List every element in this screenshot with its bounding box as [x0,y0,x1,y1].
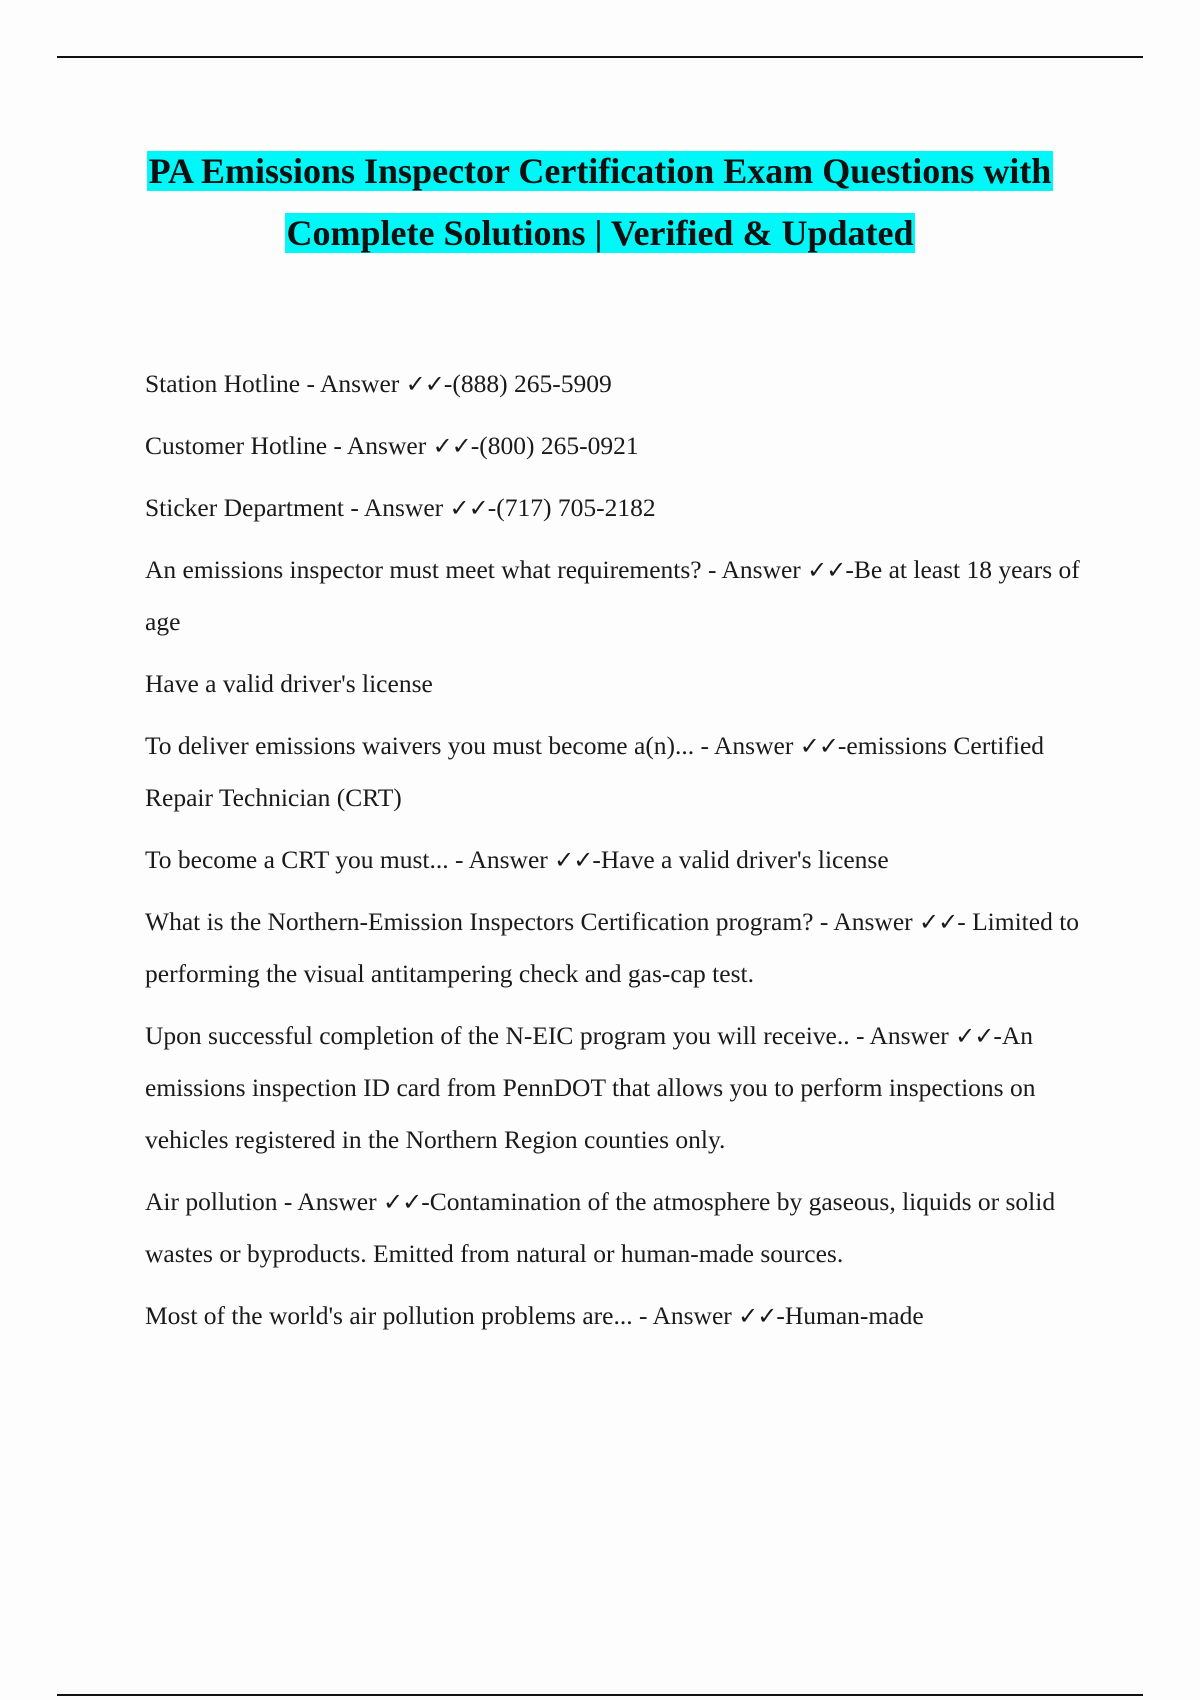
qa-text: Have a valid driver's license [145,669,433,698]
answer-prefix: - Answer [448,845,555,874]
qa-item [145,1176,1095,1280]
qa-answer: -(717) 705-2182 [487,493,656,522]
qa-answer: -Be at least 18 years of age [145,555,1080,636]
qa-item [145,834,1095,886]
qa-item [145,358,1095,410]
double-check-icon: ✓✓ [807,556,846,584]
answer-prefix: - Answer [813,907,920,936]
qa-item [145,896,1095,1000]
qa-answer: - Limited to performing the visual antitampering check and gas-cap test. [145,907,1080,988]
qa-question: To become a CRT you must... [145,845,449,874]
title-line-1: PA Emissions Inspector Certification Exam Questions with [148,151,1052,191]
double-check-icon: ✓✓ [405,370,444,398]
top-rule [57,56,1143,58]
qa-item [145,1290,1095,1342]
qa-answer: -An emissions inspection ID card from PennDOT that allows you to perform inspections on vehicles registered in the Northern Region counties only. [145,1021,1036,1154]
qa-answer: -(800) 265-0921 [470,431,639,460]
answer-prefix: - Answer [327,431,433,460]
qa-item [145,482,1095,534]
qa-question: Air pollution [145,1187,278,1216]
qa-item [145,1010,1095,1166]
qa-question: To deliver emissions waivers you must become a(n)... [145,731,695,760]
qa-answer: -Have a valid driver's license [592,845,889,874]
answer-prefix: - Answer [849,1021,956,1050]
answer-prefix: - Answer [701,555,808,584]
qa-question: Station Hotline [145,369,301,398]
bottom-rule [57,1694,1143,1696]
qa-question: Upon successful completion of the N-EIC program you will receive.. [145,1021,850,1050]
answer-prefix: - Answer [632,1301,739,1330]
title-line-2: Complete Solutions | Verified & Updated [286,213,914,253]
qa-item [145,420,1095,472]
double-check-icon: ✓✓ [919,908,958,936]
qa-question: Sticker Department [145,493,344,522]
double-check-icon: ✓✓ [955,1022,994,1050]
double-check-icon: ✓✓ [554,846,593,874]
qa-answer: -Contamination of the atmosphere by gaseous, liquids or solid wastes or byproducts. Emitted from natural or human-made sources. [145,1187,1056,1268]
qa-question: Customer Hotline [145,431,328,460]
qa-question: Most of the world's air pollution problems are... [145,1301,633,1330]
qa-question: An emissions inspector must meet what requirements? [145,555,702,584]
answer-prefix: - Answer [277,1187,383,1216]
answer-prefix: - Answer [694,731,800,760]
answer-prefix: - Answer [300,369,406,398]
answer-prefix: - Answer [343,493,450,522]
double-check-icon: ✓✓ [432,432,471,460]
qa-answer: -(888) 265-5909 [443,369,612,398]
double-check-icon: ✓✓ [738,1302,777,1330]
document-title [100,140,1100,264]
qa-answer: -Human-made [776,1301,924,1330]
double-check-icon: ✓✓ [383,1188,422,1216]
qa-item-continuation [145,658,1095,710]
qa-answer: -emissions Certified Repair Technician (CRT) [145,731,1045,812]
double-check-icon: ✓✓ [799,732,838,760]
qa-item [145,544,1095,648]
double-check-icon: ✓✓ [449,494,488,522]
qa-item [145,720,1095,824]
qa-list [145,358,1095,1352]
qa-question: What is the Northern-Emission Inspectors Certification program? [145,907,814,936]
